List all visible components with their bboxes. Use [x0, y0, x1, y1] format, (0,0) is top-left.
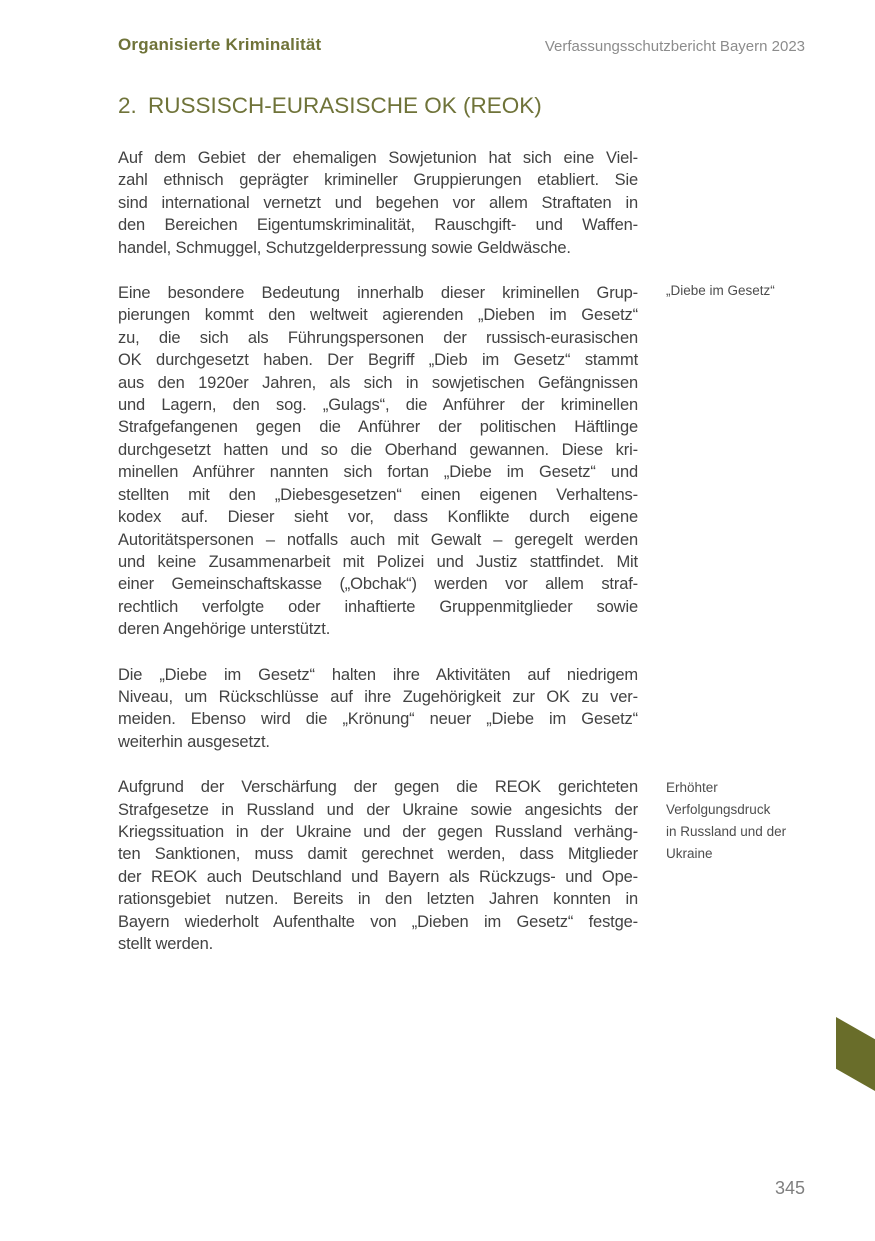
text-line: Aufgrund der Verschärfung der gegen die REOK gerichteten: [118, 778, 638, 797]
text-line: pierungen kommt den weltweit agierenden „Dieben im Gesetz“: [118, 306, 638, 325]
text-line: Niveau, um Rückschlüsse auf ihre Zugehörigkeit zur OK zu ver-: [118, 687, 638, 706]
text-line: rationsgebiet nutzen. Bereits in den letzten Jahren konnten in: [118, 890, 638, 909]
text-line: stellt werden.: [118, 935, 214, 953]
paragraph-2: [118, 282, 638, 641]
text-line: OK durchgesetzt haben. Der Begriff „Dieb im Gesetz“ stammt: [118, 351, 638, 370]
text-line: aus den 1920er Jahren, als sich in sowjetischen Gefängnissen: [118, 373, 638, 392]
text-line: den Bereichen Eigentumskriminalität, Rauschgift- und Waffen-: [118, 216, 638, 235]
text-line: deren Angehörige unterstützt.: [118, 620, 331, 639]
text-line: Auf dem Gebiet der ehemaligen Sowjetunion hat sich eine Viel-: [118, 149, 638, 167]
text-line: Ukraine: [666, 846, 713, 861]
text-line: zahl ethnisch geprägter krimineller Gruppierungen etabliert. Sie: [118, 171, 638, 190]
text-line: zu, die sich als Führungspersonen der russisch-eurasischen: [118, 328, 638, 347]
text-line: Autoritätspersonen – notfalls auch mit Gewalt – geregelt werden: [118, 530, 638, 549]
text-line: stellten mit den „Diebesgesetzen“ einen eigenen Verhaltens-: [118, 485, 638, 504]
header-section-title: Organisierte Kriminalität: [118, 35, 322, 54]
page-corner-marker-shape: [836, 1017, 875, 1091]
header-report-title: Verfassungsschutzbericht Bayern 2023: [544, 38, 805, 55]
text-line: Kriegssituation in der Ukraine und der gegen Russland verhäng-: [118, 822, 638, 841]
text-line: handel, Schmuggel, Schutzgelderpressung sowie Geldwäsche.: [118, 238, 571, 257]
paragraph-1: [118, 147, 638, 259]
text-line: Die „Diebe im Gesetz“ halten ihre Aktivitäten auf niedrigem: [118, 665, 638, 684]
text-line: einer Gemeinschaftskasse („Obchak“) werden vor allem straf-: [118, 575, 638, 594]
text-line: kodex auf. Dieser sieht vor, dass Konflikte durch eigene: [118, 508, 638, 527]
text-line: sind international vernetzt und begehen vor allem Straftaten in: [118, 193, 638, 212]
text-line: weiterhin ausgesetzt.: [118, 732, 270, 751]
section-number: 2.: [118, 93, 137, 118]
page-number: 345: [774, 1178, 805, 1198]
text-line: Strafgefangenen gegen die Anführer der politischen Häftlinge: [118, 418, 638, 437]
text-line: der REOK auch Deutschland und Bayern als Rückzugs- und Ope-: [118, 867, 638, 886]
text-line: rechtlich verfolgte oder inhaftierte Gruppenmitglieder sowie: [118, 597, 638, 616]
section-heading: [118, 93, 542, 119]
margin-note-verfolgungsdruck: [666, 777, 816, 865]
text-line: minellen Anführer nannten sich fortan „Diebe im Gesetz“ und: [118, 463, 638, 482]
text-line: Erhöhter: [666, 780, 718, 795]
margin-note-diebe-im-gesetz: „Diebe im Gesetz“: [666, 283, 775, 298]
text-line: und keine Zusammenarbeit mit Polizei und Justiz stattfindet. Mit: [118, 552, 638, 571]
text-line: Eine besondere Bedeutung innerhalb dieser kriminellen Grup-: [118, 284, 638, 303]
paragraph-4: [118, 776, 638, 955]
text-line: durchgesetzt hatten und so die Oberhand gewannen. Diese kri-: [118, 440, 638, 459]
text-line: und Lagern, den sog. „Gulags“, die Anführer der kriminellen: [118, 396, 638, 415]
text-line: in Russland und der: [666, 824, 787, 839]
text-line: Bayern wiederholt Aufenthalte von „Dieben im Gesetz“ festge-: [118, 912, 638, 931]
text-line: Strafgesetze in Russland und der Ukraine sowie angesichts der: [118, 800, 638, 819]
text-line: meiden. Ebenso wird die „Krönung“ neuer „Diebe im Gesetz“: [118, 710, 638, 729]
text-line: ten Sanktionen, muss damit gerechnet werden, dass Mitglieder: [118, 845, 638, 864]
section-title: RUSSISCH-EURASISCHE OK (REOK): [148, 93, 542, 118]
text-line: Verfolgungsdruck: [666, 802, 771, 817]
paragraph-3: [118, 664, 638, 754]
article-body: [118, 147, 638, 978]
